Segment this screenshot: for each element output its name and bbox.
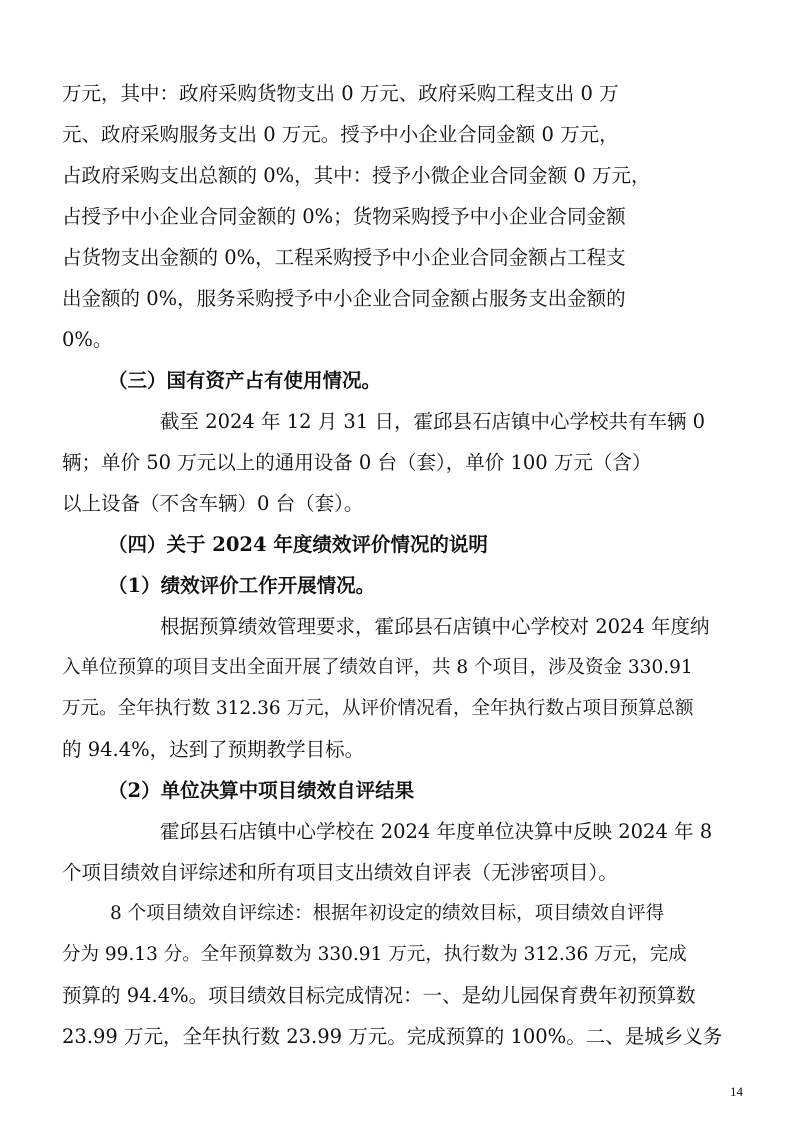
text-line-3: 占政府采购支出总额的 0%，其中：授予小微企业合同金额 0 万元， xyxy=(62,164,651,187)
text-line-17: 的 94.4%，达到了预期教学目标。 xyxy=(62,738,365,761)
text-line-23: 预算的 94.4%。项目绩效目标完成情况：一、是幼儿园保育费年初预算数 xyxy=(62,984,696,1007)
section-heading-assets: （三）国有资产占有使用情况。 xyxy=(108,369,382,392)
text-line-10: 辆；单价 50 万元以上的通用设备 0 台（套），单价 100 万元（含） xyxy=(62,451,652,474)
text-line-7: 0%。 xyxy=(62,328,113,351)
text-line-21: 8 个项目绩效自评综述：根据年初设定的绩效目标，项目绩效自评得 xyxy=(110,903,665,924)
text-line-24: 23.99 万元，全年执行数 23.99 万元。完成预算的 100%。二、是城乡义务 xyxy=(62,1025,723,1048)
subheading-evaluation-work: （1）绩效评价工作开展情况。 xyxy=(108,574,376,597)
text-line-1: 万元，其中：政府采购货物支出 0 万元、政府采购工程支出 0 万 xyxy=(62,82,619,105)
text-line-15: 入单位预算的项目支出全面开展了绩效自评，共 8 个项目，涉及资金 330.91 xyxy=(62,657,693,678)
section-heading-performance: （四）关于 2024 年度绩效评价情况的说明 xyxy=(108,533,488,556)
text-line-19: 霍邱县石店镇中心学校在 2024 年度单位决算中反映 2024 年 8 xyxy=(160,820,713,843)
text-line-11: 以上设备（不含车辆）0 台（套）。 xyxy=(62,492,364,515)
text-line-14: 根据预算绩效管理要求，霍邱县石店镇中心学校对 2024 年度纳 xyxy=(160,615,710,638)
text-line-4: 占授予中小企业合同金额的 0%；货物采购授予中小企业合同金额 xyxy=(62,205,626,228)
text-line-6: 出金额的 0%，服务采购授予中小企业合同金额占服务支出金额的 xyxy=(62,287,626,310)
page-number: 14 xyxy=(730,1084,743,1099)
text-line-5: 占货物支出金额的 0%，工程采购授予中小企业合同金额占工程支 xyxy=(62,246,626,269)
text-line-9: 截至 2024 年 12 月 31 日，霍邱县石店镇中心学校共有车辆 0 xyxy=(160,410,706,433)
text-line-2: 元、政府采购服务支出 0 万元。授予中小企业合同金额 0 万元， xyxy=(62,123,619,146)
subheading-self-evaluation-results: （2）单位决算中项目绩效自评结果 xyxy=(108,779,415,802)
text-line-16: 万元。全年执行数 312.36 万元，从评价情况看，全年执行数占项目预算总额 xyxy=(62,698,694,719)
text-line-22: 分为 99.13 分。全年预算数为 330.91 万元，执行数为 312.36 万元，完成 xyxy=(62,944,687,965)
text-line-20: 个项目绩效自评综述和所有项目支出绩效自评表（无涉密项目）。 xyxy=(62,861,618,884)
